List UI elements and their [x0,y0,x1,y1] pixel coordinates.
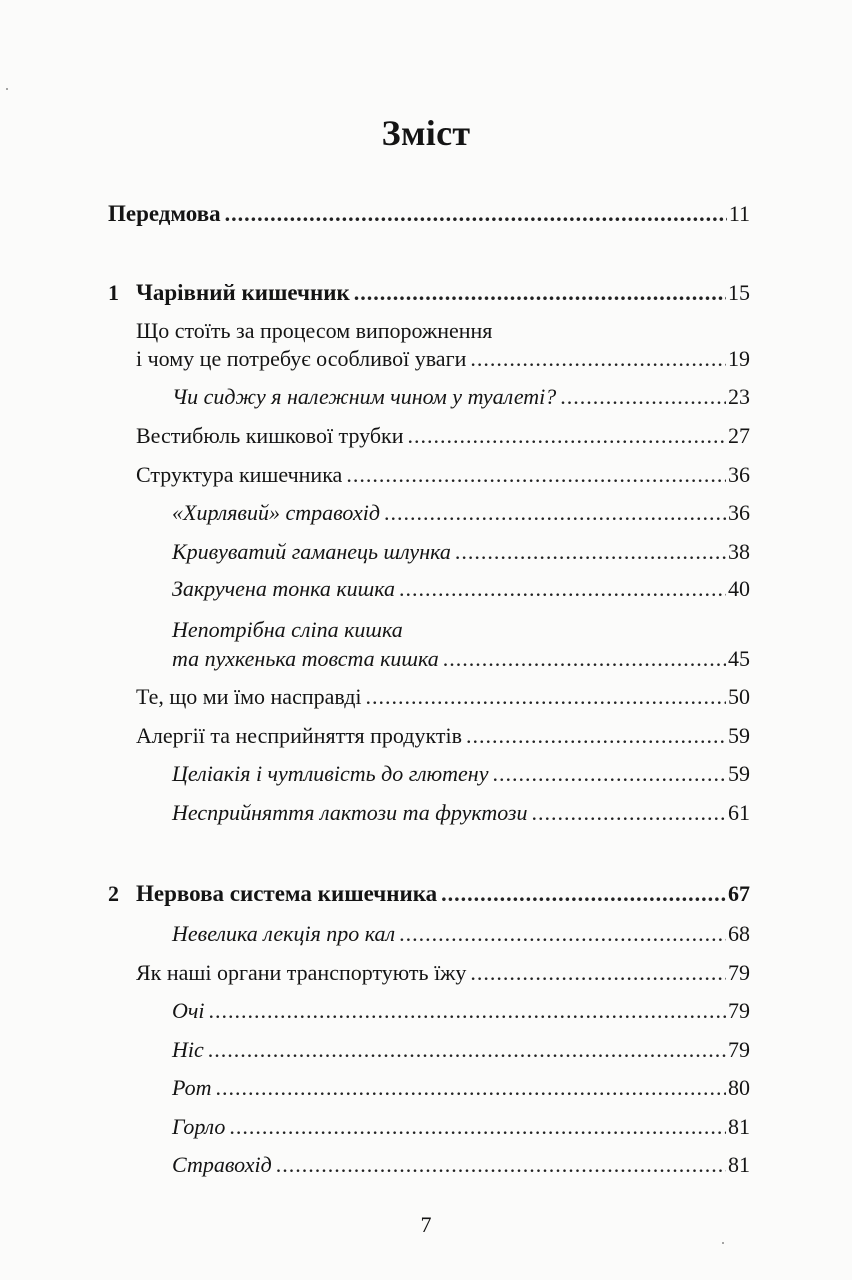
dot-leader [354,280,726,306]
toc-entry-page: 23 [728,384,750,409]
toc-entry [0,1075,852,1101]
page-number: 7 [420,1212,432,1237]
dot-leader [470,346,726,372]
toc-entry-page: 59 [728,761,750,786]
dot-leader [408,423,726,449]
toc-entry-page: 80 [728,1075,750,1100]
chapter-number: 1 [108,280,119,305]
toc-entry [0,761,852,787]
toc-entry-label: Горло [172,1114,226,1139]
toc-entry-page: 81 [728,1114,750,1139]
toc-entry-label: Ніс [172,1037,204,1062]
toc-entry-label: Кривуватий гаманець шлунка [172,539,451,564]
dot-leader [532,800,726,826]
toc-entry-page: 79 [728,960,750,985]
page-title: Зміст [381,113,471,153]
dot-leader [208,1037,726,1063]
dot-leader [346,462,726,488]
toc-entry [0,646,852,672]
toc-entry-page: 67 [728,881,750,906]
toc-entry [0,500,852,526]
toc-entry-page: 15 [728,280,750,305]
dot-leader [399,921,726,947]
toc-entry-label: Невелика лекція про кал [172,921,396,946]
toc-entry [0,800,852,826]
toc-entry-label: Чарівний кишечник [136,280,350,305]
dot-leader [216,1075,726,1101]
toc-entry-page: 36 [728,462,750,487]
toc-entry-label: «Хирлявий» стравохід [172,500,380,525]
toc-entry [0,1152,852,1178]
toc-entry [0,384,852,410]
toc-entry-page: 50 [728,684,750,709]
toc-entry-chapter-1 [0,280,852,306]
toc-entry-page: 59 [728,723,750,748]
toc-entry-label: Закручена тонка кишка [172,576,396,601]
dot-leader [441,881,726,907]
scan-speck [6,88,8,90]
dot-leader [470,960,726,986]
toc-entry [0,576,852,602]
toc-entry-page: 79 [728,998,750,1023]
toc-entry [0,423,852,449]
dot-leader [492,761,726,787]
toc-entry-label-line1: Що стоїть за процесом випорожнення [136,318,493,343]
toc-entry-page: 61 [728,800,750,825]
toc-entry-label: Передмова [108,201,221,226]
toc-entry-label: Очі [172,998,205,1023]
toc-entry-chapter-2 [0,881,852,907]
dot-leader [225,201,727,227]
toc-entry-page: 45 [728,646,750,671]
dot-leader [455,539,726,565]
toc-entry-label-line1: Непотрібна сліпа кишка [172,617,403,642]
toc-entry-page: 68 [728,921,750,946]
toc-entry [0,723,852,749]
toc-entry-label: Стравохід [172,1152,272,1177]
chapter-number: 2 [108,881,119,906]
dot-leader [560,384,726,410]
toc-entry-page: 40 [728,576,750,601]
toc-entry-label: Рот [172,1075,212,1100]
toc-entry-label: Як наші органи транспортують їжу [136,960,467,985]
scan-speck [722,1242,724,1244]
toc-entry-page: 81 [728,1152,750,1177]
toc-entry-page: 36 [728,500,750,525]
toc-entry [0,1037,852,1063]
toc-entry [0,921,852,947]
dot-leader [443,646,726,672]
toc-entry [0,462,852,488]
dot-leader [229,1114,726,1140]
toc-entry [0,346,852,372]
dot-leader [466,723,726,749]
toc-entry-label: Вестибюль кишкової трубки [136,423,404,448]
toc-entry [0,998,852,1024]
toc-entry-page: 19 [728,346,750,371]
toc-entry-label: та пухкенька товста кишка [172,646,439,671]
toc-entry-label: Целіакія і чутливість до глютену [172,761,489,786]
toc-entry [0,539,852,565]
toc-entry-page: 11 [728,201,750,226]
toc-entry-page: 79 [728,1037,750,1062]
toc-entry-preface [0,201,852,227]
toc-entry-label: Чи сиджу я належним чином у туалеті? [172,384,557,409]
dot-leader [366,684,726,710]
toc-entry-page: 38 [728,539,750,564]
dot-leader [399,576,726,602]
dot-leader [384,500,726,526]
dot-leader [276,1152,726,1178]
toc-entry [0,684,852,710]
toc-entry [0,960,852,986]
toc-entry-label: Несприйняття лактози та фруктози [172,800,528,825]
toc-entry-label: Алергії та несприйняття продуктів [136,723,462,748]
dot-leader [209,998,727,1024]
toc-entry-page: 27 [728,423,750,448]
toc-entry-label: Нервова система кишечника [136,881,438,906]
toc-entry-label: і чому це потребує особливої уваги [136,346,467,371]
toc-entry [0,1114,852,1140]
toc-entry-label: Те, що ми їмо насправді [136,684,362,709]
toc-entry-label: Структура кишечника [136,462,343,487]
